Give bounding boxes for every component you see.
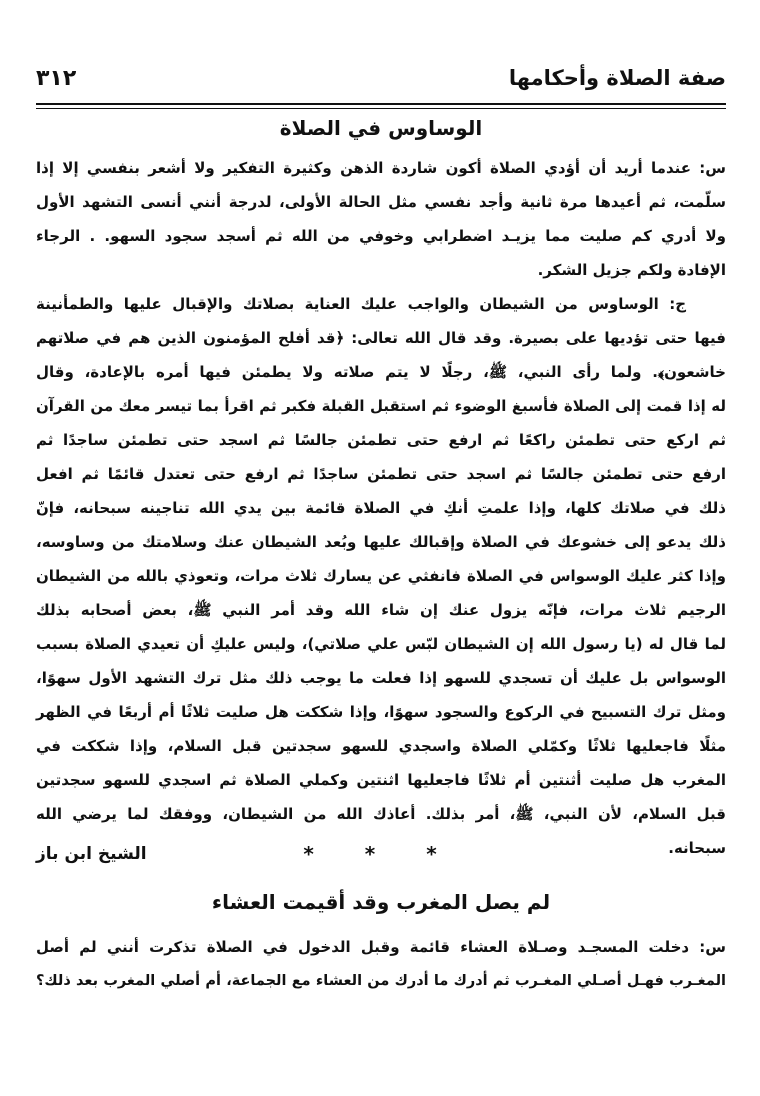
text-line: وإذا كثر عليك الوسواس في الصلاة فانفثي عن يسارك ثلاث مرات، وتعوذي بالله من الشيطان [36,567,726,585]
text-line: المغرب هل صليت أثنتين أم ثلاثًا فاجعليها اثنتين وكملي الصلاة ثم اسجدي للسهو سجدتين [36,771,726,789]
text-line: ومثل ترك التسبيح في الركوع والسجود سهوًا، وإذا شككت هل صليت ثلاثًا أم أربعًا في الظهر [36,703,726,721]
header-rule [36,103,726,105]
text-line: ذلك في صلاتك كلها، وإذا علمتِ أنكِ في الصلاة قائمة بين يدي الله تناجينه سبحانه، فإنّ [36,499,726,517]
text-line: ولا أدري كم صليت مما يزيـد اضطرابي وخوفي من الله ثم أسجد سجود السهو. . الرجاء [36,227,726,245]
text-line: الوسواس بل عليك أن تسجدي للسهو إذا فعلت ما يوجب ذلك مثل ترك التشهد الأول سهوًا، [36,669,726,687]
separator-row [36,842,726,872]
text-line: المغـرب فهـل أصـلي المغـرب ثم أدرك ما أدرك من العشاء مع الجماعة، أم أصلي المغرب بعد ذلك؟ [36,973,726,989]
text-line: س: عندما أريد أن أؤدي الصلاة أكون شاردة الذهن وكثيرة التفكير ولا أشعر بنفسي إلا إذا [36,159,726,177]
text-line: سلّمت، ثم أعيدها مرة ثانية وأجد نفسي مثل الحالة الأولى، لدرجة أنني أنسى التشهد الأول [36,193,726,211]
text-line: الرجيم ثلاث مرات، فإنّه يزول عنك إن شاء الله وقد أمر النبي ﷺ، بعض أصحابه بذلك [36,601,726,619]
text-line: خاشعون﴾. ولما رأى النبي، ﷺ، رجلًا لا يتم صلاته ولا يطمئن فيها أمره بالإعادة، وقال [36,363,726,381]
text-line: ذلك يدعو إلى خشوعك في الصلاة وإقبالك عليها وبُعد الشيطان عنك وسلامتك من وساوسه، [36,533,726,551]
page-number: ٣١٢ [36,66,77,91]
running-header [36,66,726,98]
text-line: سبحانه. [668,839,726,857]
text-line: ثم اركع حتى تطمئن راكعًا ثم ارفع حتى تطمئن جالسًا ثم اسجد حتى تطمئن ساجدًا ثم [36,431,726,449]
text-line: لما قال له (يا رسول الله إن الشيطان لبّس علي صلاتي)، وليس عليكِ أن تعيدي الصلاة بسبب [36,635,726,653]
header-rule-thin [36,108,726,109]
text-line: مثلًا فاجعليها ثلاثًا وكمّلي الصلاة واسجدي للسهو سجدتين قبل السلام، وإذا شككت في [36,737,726,755]
text-line: ج: الوساوس من الشيطان والواجب عليك العناية بصلاتك والإقبال عليها والطمأنينة [36,295,686,313]
answer-author: الشيخ ابن باز [36,844,147,864]
separator-stars: * * * [303,842,459,866]
text-line: قبل السلام، لأن النبي، ﷺ، أمر بذلك. أعاذك الله من الشيطان، ووفقك لما يرضي الله [36,805,726,823]
text-line: فيها حتى تؤديها على بصيرة. وقد قال الله تعالى: ﴿قد أفلح المؤمنون الذين هم في صلاتهم [36,329,726,347]
book-title: صفة الصلاة وأحكامها [508,66,726,90]
book-page [36,0,726,1096]
text-line: س: دخلت المسجـد وصـلاة العشاء قائمة وقبل الدخول في الصلاة تذكرت أنني لم أصل [36,938,726,956]
text-line: له إذا قمت إلى الصلاة فأسبغ الوضوء ثم استقبل القبلة فكبر ثم اقرأ بما تيسر معك من القرآن [36,397,726,415]
section-title: لم يصل المغرب وقد أقيمت العشاء [211,890,551,914]
text-line: ارفع حتى تطمئن جالسًا ثم اسجد حتى تطمئن ساجدًا ثم ارفع حتى تعتدل قائمًا ثم افعل [36,465,726,483]
text-line: الإفادة ولكم جزيل الشكر. [537,261,726,279]
section-title: الوساوس في الصلاة [279,116,483,140]
